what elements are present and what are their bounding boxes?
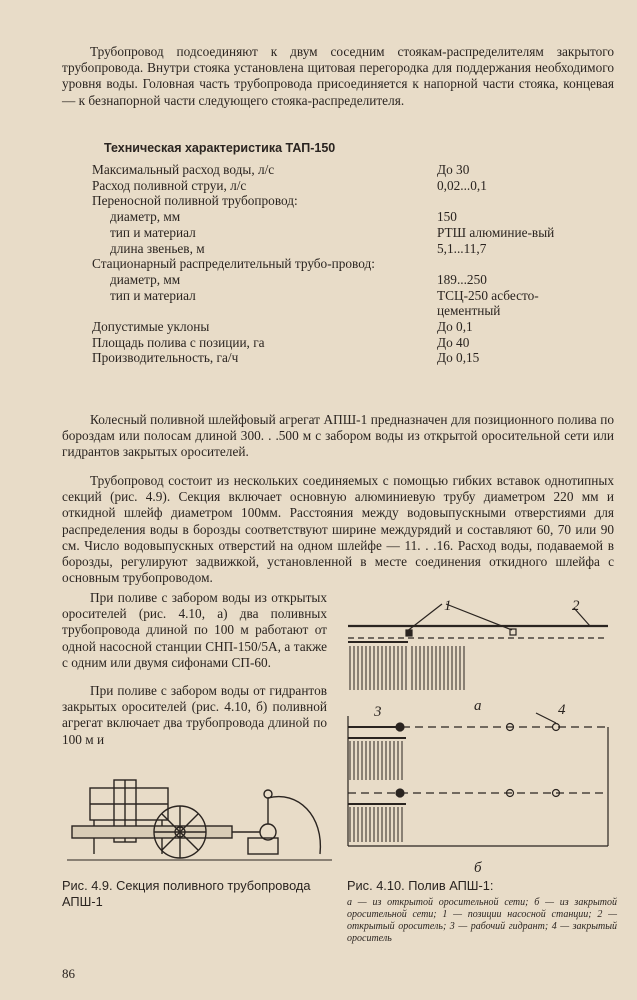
furrows-a (350, 646, 464, 690)
fig10-label-4: 4 (558, 702, 566, 718)
spec-label: Переносной поливной трубопровод: (92, 193, 298, 209)
spec-row (92, 335, 592, 351)
spec-row (92, 288, 592, 319)
spec-value: 0,02...0,1 (437, 177, 487, 193)
furrows-b1 (350, 741, 402, 780)
spec-label: тип и материал (110, 224, 196, 240)
open-paragraph: При поливе с забором воды из открытых оросителей (рис. 4.10, а) два поливных трубопровода длиной по 100 м работают от одной насосной станции СНП-150/5А, а также с одним или двумя сифонами СП-60. (62, 590, 327, 670)
fig10-label-1: 1 (444, 598, 452, 614)
spec-row (92, 241, 592, 257)
figure-4-10-legend: а — из открытой оросительной сети; б — из закрытой оросительной сети; 1 — позиции насосной станции; 2 — открытый ороситель; 3 — рабочий гидрант; 4 — закрытый ороситель (347, 897, 617, 944)
spec-label: диаметр, мм (110, 209, 181, 225)
spec-value (437, 193, 587, 209)
spec-label: Стационарный распределительный трубо-провод: (92, 256, 375, 272)
spec-label: тип и материал (110, 287, 196, 303)
fig10-label-a: а (474, 698, 482, 714)
spec-value: До 40 (437, 334, 470, 350)
spec-row (92, 256, 592, 272)
spec-value: 150 (437, 209, 457, 225)
spec-value (437, 256, 587, 272)
spec-label: диаметр, мм (110, 271, 181, 287)
fig10-label-3: 3 (374, 704, 382, 720)
spec-table (92, 162, 592, 366)
spec-value: ТСЦ-250 асбесто-цементный (437, 287, 539, 319)
spec-label: длина звеньев, м (110, 240, 205, 256)
spec-value: До 0,15 (437, 350, 480, 366)
spec-row (92, 272, 592, 288)
spec-label: Максимальный расход воды, л/с (92, 162, 275, 177)
figure-4-9-drawing (62, 768, 337, 876)
intro-paragraph: Трубопровод подсоединяют к двум соседним стоякам-распределителям закрытого трубопровода. Внутри стояка установлена щитовая перегородка для поддержания необходимого уровня воды. Головная часть трубопровода присоединяется к напорной части стояка, концевая — к безнапорной части следующего стояка-распределителя. (62, 44, 614, 108)
spec-row (92, 319, 592, 335)
fig10-label-2: 2 (572, 598, 580, 614)
figure-4-10-caption: Рис. 4.10. Полив АПШ-1: (347, 878, 494, 893)
fig10-label-b: б (474, 860, 482, 876)
spec-label: Расход поливной струи, л/с (92, 177, 247, 193)
spec-value: До 0,1 (437, 319, 473, 335)
spec-row (92, 193, 592, 209)
spec-value: 189...250 (437, 271, 487, 287)
spec-value: 5,1...11,7 (437, 240, 487, 256)
spec-row (92, 178, 592, 194)
spec-value: РТШ алюминие-вый (437, 224, 555, 240)
figure-4-9-caption: Рис. 4.9. Секция поливного трубопровода АПШ-1 (62, 878, 311, 909)
page-number: 86 (62, 966, 75, 981)
closed-paragraph: При поливе с забором воды от гидрантов закрытых оросителей (рис. 4.10, б) поливной агрегат включает два трубопровода длиной по 100 м и (62, 683, 327, 747)
figure-4-10-drawing (346, 598, 614, 876)
spec-label: Площадь полива с позиции, га (92, 334, 265, 350)
pipeline-paragraph: Трубопровод состоит из нескольких соединяемых с помощью гибких вставок однотипных секций (рис. 4.9). Секция включает основную алюминиевую трубу диаметром 220 мм и откидной шлейф диаметром 100мм. Расстояния между водовыпускными отверстиями для распределения воды в борозды соответствуют ширине междурядий и составляют 60, 70 или 90 см. Число водовыпускных отверстий на одном шлейфе — 11. . .16. Расход воды, подаваемой в борозды, регулируют задвижкой, установленной в месте соединения откидного шлейфа с основным трубопроводом. (62, 473, 614, 586)
spec-row (92, 162, 592, 178)
spec-row (92, 209, 592, 225)
spec-label: Производительность, га/ч (92, 350, 239, 366)
spec-row (92, 350, 592, 366)
apsh-paragraph: Колесный поливной шлейфовый агрегат АПШ-1 предназначен для позиционного полива по бороздам или полосам длиной 300. . .500 м с забором воды из открытой оросительной сети или гидрантов закрытых оросителей. (62, 412, 614, 460)
spec-label: Допустимые уклоны (92, 319, 210, 335)
spec-heading: Техническая характеристика ТАП-150 (104, 141, 336, 155)
spec-row (92, 225, 592, 241)
spec-value: До 30 (437, 162, 470, 177)
furrows-b2 (350, 807, 402, 842)
